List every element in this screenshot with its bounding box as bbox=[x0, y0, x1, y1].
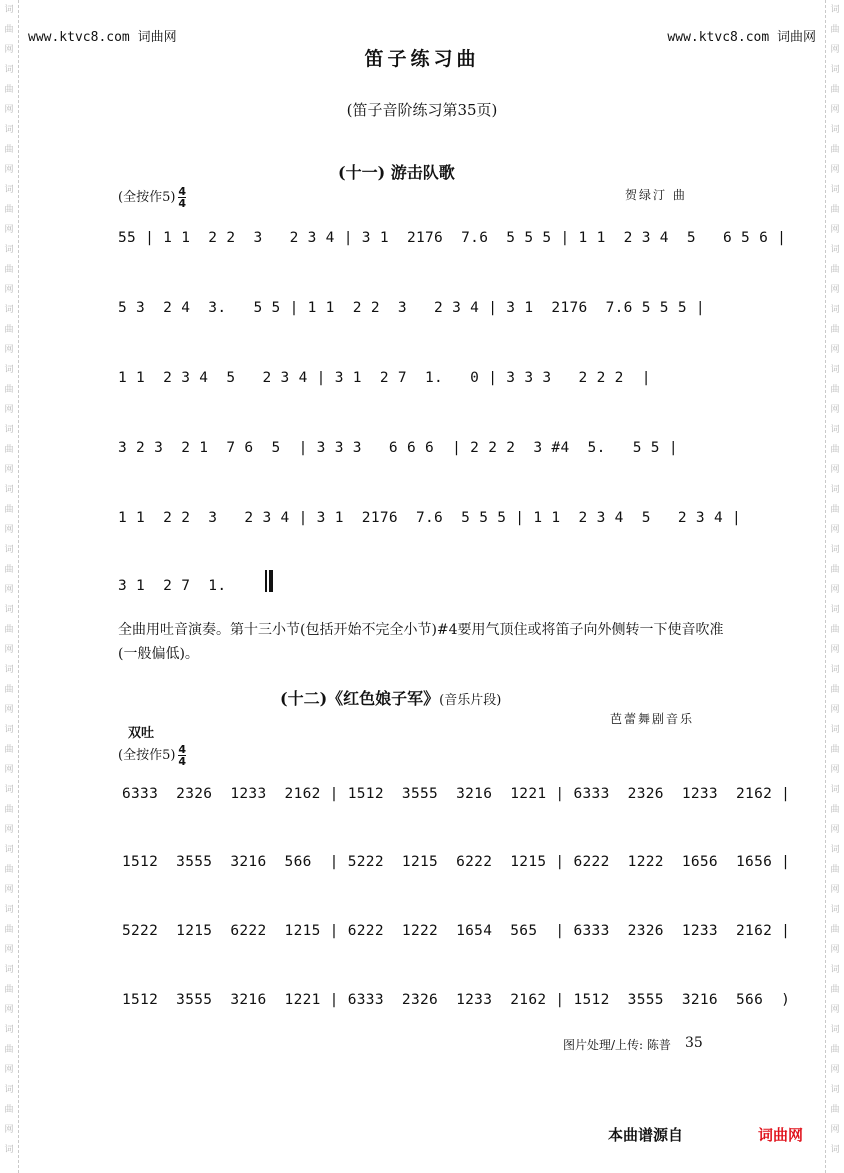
watermark-char: 网 bbox=[830, 825, 840, 835]
watermark-char: 网 bbox=[4, 225, 14, 235]
watermark-char: 词 bbox=[4, 1145, 14, 1155]
song2-fingering: (全按作5) bbox=[118, 748, 176, 763]
watermark-char: 曲 bbox=[830, 745, 840, 755]
watermark-char: 词 bbox=[4, 545, 14, 555]
song1-staff-line-6 bbox=[118, 570, 718, 610]
watermark-char: 网 bbox=[830, 585, 840, 595]
watermark-char: 网 bbox=[4, 645, 14, 655]
watermark-char: 词 bbox=[4, 665, 14, 675]
song1-staff-line-2 bbox=[118, 292, 718, 332]
final-barline-thin bbox=[265, 570, 267, 592]
watermark-char: 曲 bbox=[4, 625, 14, 635]
page-title: 笛子练习曲 bbox=[364, 48, 480, 70]
watermark-char: 词 bbox=[830, 125, 840, 135]
watermark-char: 曲 bbox=[4, 745, 14, 755]
song1-staff-line-5 bbox=[118, 502, 742, 542]
watermark-char: 词 bbox=[830, 545, 840, 555]
watermark-char: 曲 bbox=[4, 265, 14, 275]
watermark-char: 曲 bbox=[830, 985, 840, 995]
watermark-char: 曲 bbox=[4, 985, 14, 995]
watermark-char: 曲 bbox=[830, 865, 840, 875]
watermark-char: 网 bbox=[4, 885, 14, 895]
watermark-char: 词 bbox=[4, 65, 14, 75]
watermark-char: 曲 bbox=[830, 265, 840, 275]
song2-composer: 芭蕾舞剧音乐 bbox=[610, 712, 695, 726]
song2-title-suffix: (音乐片段) bbox=[439, 693, 502, 708]
watermark-char: 网 bbox=[830, 1125, 840, 1135]
song2-staff-line-2 bbox=[122, 846, 791, 886]
song2-staff-line-3 bbox=[122, 915, 791, 955]
song1-staff-line-4 bbox=[118, 432, 718, 472]
watermark-char: 曲 bbox=[830, 25, 840, 35]
watermark-char: 曲 bbox=[4, 385, 14, 395]
watermark-char: 网 bbox=[4, 1005, 14, 1015]
watermark-char: 词 bbox=[830, 305, 840, 315]
watermark-char: 网 bbox=[4, 705, 14, 715]
watermark-char: 网 bbox=[830, 885, 840, 895]
watermark-char: 曲 bbox=[4, 1105, 14, 1115]
watermark-char: 词 bbox=[830, 965, 840, 975]
watermark-char: 网 bbox=[4, 1125, 14, 1135]
brand-logo-text[interactable]: 词曲网 bbox=[758, 1126, 804, 1144]
song1-fingering-row bbox=[118, 186, 186, 209]
watermark-char: 曲 bbox=[830, 565, 840, 575]
song1-staff-line-3 bbox=[118, 362, 718, 402]
watermark-char: 曲 bbox=[830, 925, 840, 935]
watermark-char: 网 bbox=[4, 585, 14, 595]
watermark-char: 词 bbox=[830, 1025, 840, 1035]
watermark-char: 网 bbox=[830, 105, 840, 115]
watermark-char: 网 bbox=[4, 825, 14, 835]
song1-staff-line-1 bbox=[118, 222, 787, 262]
watermark-char: 曲 bbox=[830, 625, 840, 635]
watermark-char: 词 bbox=[830, 1085, 840, 1095]
song1-performance-note: 全曲用吐音演奏。第十三小节(包括开始不完全小节)#4要用气顶住或将笛子向外侧转一下使音吹准(一般偏低)。 bbox=[118, 622, 724, 662]
page-subtitle: (笛子音阶练习第35页) bbox=[346, 101, 498, 119]
watermark-char: 词 bbox=[4, 485, 14, 495]
watermark-char: 曲 bbox=[830, 325, 840, 335]
watermark-char: 网 bbox=[830, 285, 840, 295]
watermark-char: 曲 bbox=[4, 865, 14, 875]
watermark-char: 网 bbox=[830, 405, 840, 415]
watermark-char: 网 bbox=[830, 945, 840, 955]
watermark-char: 曲 bbox=[4, 445, 14, 455]
left-watermark-strip bbox=[0, 0, 19, 1173]
watermark-char: 词 bbox=[4, 125, 14, 135]
watermark-char: 词 bbox=[830, 665, 840, 675]
watermark-char: 词 bbox=[830, 65, 840, 75]
footer-credit: 图片处理/上传: 陈普 bbox=[563, 1038, 671, 1052]
watermark-char: 网 bbox=[830, 45, 840, 55]
song2-time-signature: $\frac{4}{4}$ bbox=[178, 743, 187, 768]
watermark-char: 词 bbox=[4, 425, 14, 435]
song2-staff-line-1 bbox=[122, 778, 791, 818]
watermark-char: 网 bbox=[4, 525, 14, 535]
watermark-char: 词 bbox=[830, 245, 840, 255]
watermark-char: 词 bbox=[830, 845, 840, 855]
watermark-char: 曲 bbox=[830, 685, 840, 695]
watermark-char: 曲 bbox=[4, 325, 14, 335]
watermark-char: 词 bbox=[830, 785, 840, 795]
watermark-char: 曲 bbox=[830, 385, 840, 395]
watermark-char: 网 bbox=[830, 765, 840, 775]
watermark-char: 曲 bbox=[4, 565, 14, 575]
notation-text: 5222 1215 6222 1215 | 6222 1222 1654 565 | 6333 2326 1233 2162 | bbox=[122, 923, 791, 939]
song1-fingering: (全按作5) bbox=[118, 190, 176, 205]
watermark-char: 词 bbox=[4, 1085, 14, 1095]
notation-text: 55 | 1 1 2 2 3 2 3 4 | 3 1 2176 7.6 5 5 5 | 1 1 2 3 4 5 6 5 6 | bbox=[118, 230, 787, 246]
watermark-char: 词 bbox=[830, 1145, 840, 1155]
watermark-char: 曲 bbox=[830, 145, 840, 155]
watermark-char: 词 bbox=[4, 185, 14, 195]
watermark-char: 曲 bbox=[830, 1045, 840, 1055]
notation-text: 1 1 2 2 3 2 3 4 | 3 1 2176 7.6 5 5 5 | 1 1 2 3 4 5 2 3 4 | bbox=[118, 510, 742, 526]
watermark-char: 曲 bbox=[4, 25, 14, 35]
watermark-char: 网 bbox=[4, 45, 14, 55]
watermark-char: 网 bbox=[4, 105, 14, 115]
song1-time-signature: $\frac{4}{4}$ bbox=[178, 185, 187, 210]
header-url-left[interactable]: www.ktvc8.com 词曲网 bbox=[28, 30, 177, 45]
watermark-char: 曲 bbox=[4, 685, 14, 695]
watermark-char: 网 bbox=[830, 225, 840, 235]
watermark-char: 词 bbox=[4, 965, 14, 975]
watermark-char: 曲 bbox=[4, 805, 14, 815]
source-label: 本曲谱源自 bbox=[608, 1126, 684, 1144]
watermark-char: 曲 bbox=[830, 85, 840, 95]
notation-text: 6333 2326 1233 2162 | 1512 3555 3216 1221 | 6333 2326 1233 2162 | bbox=[122, 786, 791, 802]
watermark-char: 网 bbox=[830, 165, 840, 175]
watermark-char: 词 bbox=[830, 185, 840, 195]
watermark-char: 曲 bbox=[4, 925, 14, 935]
watermark-char: 网 bbox=[4, 165, 14, 175]
page-number: 35 bbox=[685, 1035, 703, 1051]
watermark-char: 网 bbox=[830, 1005, 840, 1015]
watermark-char: 词 bbox=[4, 905, 14, 915]
watermark-char: 曲 bbox=[830, 205, 840, 215]
watermark-char: 网 bbox=[4, 1065, 14, 1075]
watermark-char: 曲 bbox=[4, 1045, 14, 1055]
watermark-char: 网 bbox=[830, 465, 840, 475]
watermark-char: 网 bbox=[4, 345, 14, 355]
notation-text: 3 1 2 7 1. bbox=[118, 578, 227, 594]
header-url-right[interactable]: www.ktvc8.com 词曲网 bbox=[667, 30, 816, 45]
watermark-char: 网 bbox=[4, 465, 14, 475]
watermark-char: 网 bbox=[830, 645, 840, 655]
watermark-char: 网 bbox=[4, 945, 14, 955]
watermark-char: 网 bbox=[830, 705, 840, 715]
watermark-char: 词 bbox=[4, 605, 14, 615]
notation-text: 1512 3555 3216 566 | 5222 1215 6222 1215 | 6222 1222 1656 1656 | bbox=[122, 854, 791, 870]
watermark-char: 词 bbox=[4, 305, 14, 315]
watermark-char: 词 bbox=[4, 5, 14, 15]
watermark-char: 词 bbox=[830, 605, 840, 615]
watermark-char: 曲 bbox=[4, 505, 14, 515]
watermark-char: 曲 bbox=[830, 505, 840, 515]
watermark-char: 词 bbox=[4, 365, 14, 375]
watermark-char: 词 bbox=[4, 1025, 14, 1035]
watermark-char: 网 bbox=[4, 405, 14, 415]
notation-text: 5 3 2 4 3. 5 5 | 1 1 2 2 3 2 3 4 | 3 1 2176 7.6 5 5 5 | bbox=[118, 300, 705, 316]
watermark-char: 网 bbox=[4, 285, 14, 295]
watermark-char: 曲 bbox=[830, 445, 840, 455]
watermark-char: 曲 bbox=[4, 205, 14, 215]
song2-fingering-row bbox=[118, 744, 186, 767]
watermark-char: 词 bbox=[4, 245, 14, 255]
song2-title bbox=[280, 686, 501, 709]
watermark-char: 词 bbox=[830, 5, 840, 15]
notation-text: 1512 3555 3216 1221 | 6333 2326 1233 2162 | 1512 3555 3216 566 ) bbox=[122, 992, 791, 1008]
song2-articulation: 双吐 bbox=[128, 726, 155, 741]
watermark-char: 网 bbox=[830, 1065, 840, 1075]
watermark-char: 曲 bbox=[4, 145, 14, 155]
watermark-char: 网 bbox=[830, 525, 840, 535]
song1-title: (十一) 游击队歌 bbox=[338, 163, 455, 182]
final-barline-thick bbox=[269, 570, 273, 592]
right-watermark-strip bbox=[825, 0, 844, 1173]
watermark-char: 曲 bbox=[4, 85, 14, 95]
watermark-char: 词 bbox=[830, 425, 840, 435]
notation-text: 3 2 3 2 1 7 6 5 | 3 3 3 6 6 6 | 2 2 2 3 #4 5. 5 5 | bbox=[118, 440, 678, 456]
song2-title-text: (十二)《红色娘子军》 bbox=[280, 689, 440, 708]
song1-composer: 贺绿汀 曲 bbox=[625, 188, 687, 202]
watermark-char: 词 bbox=[830, 485, 840, 495]
watermark-char: 词 bbox=[830, 725, 840, 735]
watermark-char: 词 bbox=[830, 365, 840, 375]
song2-staff-line-4 bbox=[122, 984, 791, 1024]
watermark-char: 词 bbox=[4, 845, 14, 855]
watermark-char: 词 bbox=[4, 785, 14, 795]
watermark-char: 词 bbox=[4, 725, 14, 735]
watermark-char: 曲 bbox=[830, 1105, 840, 1115]
watermark-char: 曲 bbox=[830, 805, 840, 815]
watermark-char: 网 bbox=[4, 765, 14, 775]
watermark-char: 词 bbox=[830, 905, 840, 915]
watermark-char: 网 bbox=[830, 345, 840, 355]
notation-text: 1 1 2 3 4 5 2 3 4 | 3 1 2 7 1. 0 | 3 3 3 2 2 2 | bbox=[118, 370, 651, 386]
